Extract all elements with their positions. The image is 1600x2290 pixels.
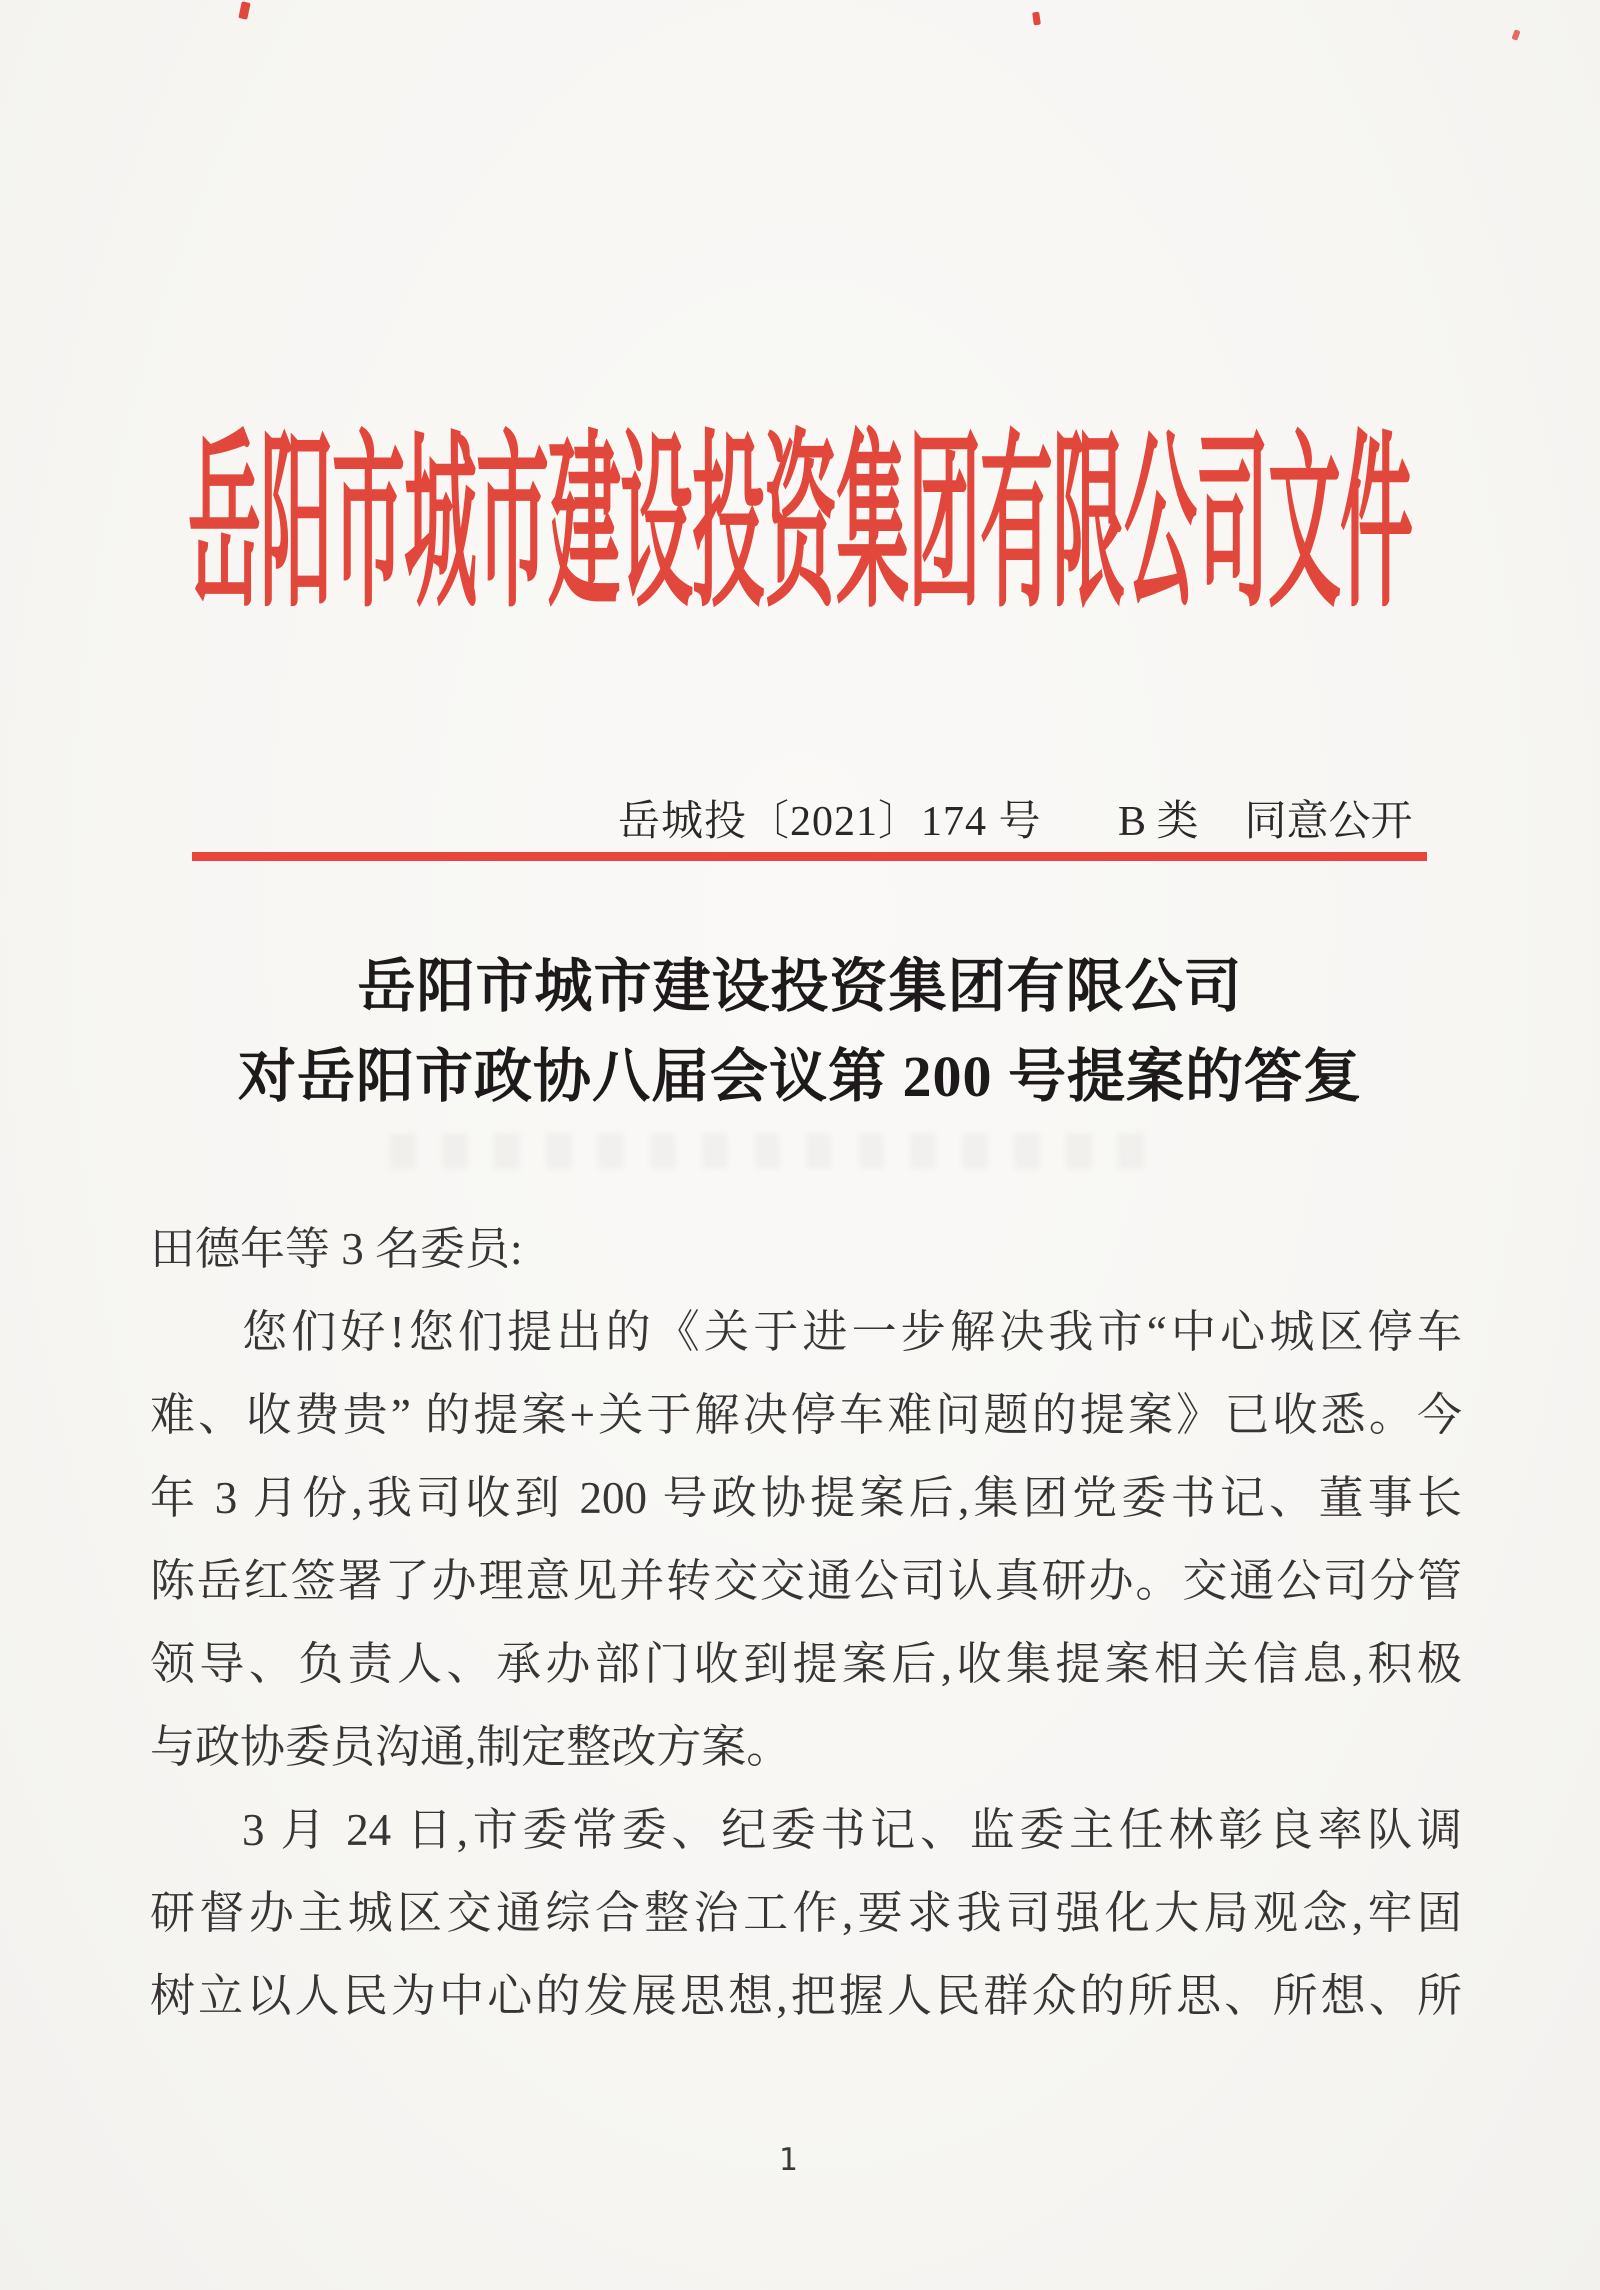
- document-body: [150, 1208, 1462, 2038]
- document-number: 岳城投〔2021〕174 号: [618, 799, 1042, 845]
- body-line: 领导、负责人、承办部门收到提案后,收集提案相关信息,积极: [150, 1639, 1462, 1689]
- body-line: 研督办主城区交通综合整治工作,要求我司强化大局观念,牢固: [150, 1888, 1462, 1938]
- letterhead-banner-text: 岳阳市城市建设投资集团有限公司文件: [188, 419, 1412, 631]
- document-title-line2: 对岳阳市政协八届会议第 200 号提案的答复: [237, 1044, 1362, 1109]
- scan-artifact: [1511, 29, 1520, 40]
- page-number: 1: [778, 2142, 798, 2178]
- letterhead-banner: [0, 419, 1600, 631]
- body-line: 与政协委员沟通,制定整改方案。: [150, 1722, 792, 1772]
- red-separator-rule: [192, 852, 1427, 861]
- body-line: 陈岳红签署了办理意见并转交交通公司认真研办。交通公司分管: [150, 1556, 1462, 1606]
- scan-artifact: [238, 1, 250, 19]
- body-line: 3 月 24 日,市委常委、纪委书记、监委主任林彰良率队调: [242, 1805, 1462, 1855]
- document-title: [0, 942, 1600, 1122]
- document-title-line1: 岳阳市城市建设投资集团有限公司: [357, 954, 1243, 1019]
- body-line: 树立以人民为中心的发展思想,把握人民群众的所思、所想、所: [150, 1971, 1462, 2021]
- scan-artifact: [1032, 12, 1041, 26]
- classification-label: B 类: [1118, 799, 1199, 845]
- body-line: 年 3 月份,我司收到 200 号政协提案后,集团党委书记、董事长: [150, 1473, 1462, 1523]
- classification-group: [1118, 788, 1413, 848]
- body-line: 您们好!您们提出的《关于进一步解决我市“中心城区停车: [242, 1307, 1462, 1357]
- salutation-line: 田德年等 3 名委员:: [150, 1224, 523, 1274]
- body-line: 难、收费贵” 的提案+关于解决停车难问题的提案》已收悉。今: [150, 1390, 1462, 1440]
- scan-bleed-through: [390, 1133, 1150, 1169]
- disclosure-label: 同意公开: [1244, 799, 1413, 845]
